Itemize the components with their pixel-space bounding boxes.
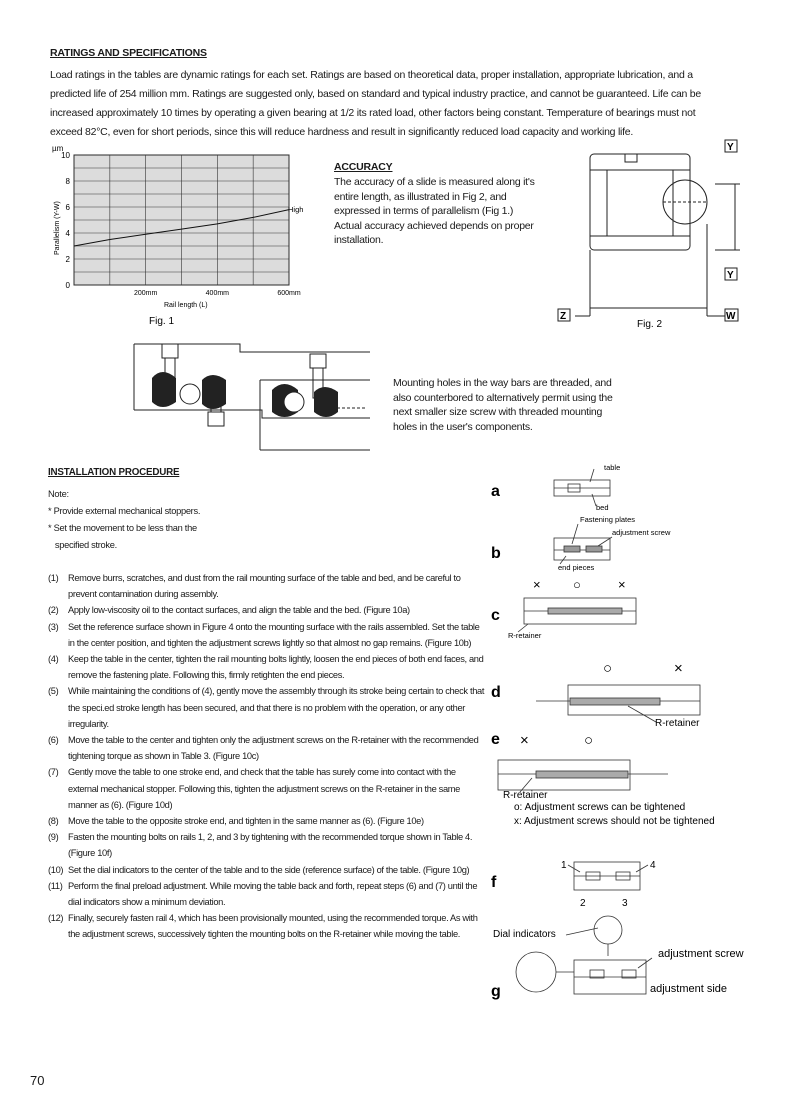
fig10c-retainer: R-retainer <box>508 631 542 640</box>
fig10c-mark: × <box>533 577 541 592</box>
install-step: (1) Remove burrs, scratches, and dust from the rail mounting surface of the table and bed, and be careful to prevent contamination during assembly. <box>48 573 461 600</box>
install-step: (7) Gently move the table to one stroke end, and check that the table has surely come into contact with the external mechanical stopper. Following this, tighten the adjustment screws on the R-retainer in the same manner as (6). (Figure 10d) <box>48 767 460 810</box>
fig10c-mark: × <box>618 577 626 592</box>
fig10d-mark: ○ <box>603 660 613 677</box>
install-step: (9) Fasten the mounting bolts on rails 1, 2, and 3 by tightening with the recommended torque shown in Table 4. (Figure 10f) <box>48 832 473 859</box>
accuracy-line: entire length, as illustrated in Fig 2, and <box>334 190 507 203</box>
fig10e-mark: × <box>520 732 529 749</box>
install-step: (5) While maintaining the conditions of (4), gently move the assembly through its stroke being certain to check that the speci.ed stroke length has been secured, and that there is no problem with the operation, or any other irregularity. <box>48 686 485 729</box>
fig10g-dial-label: Dial indicators <box>493 929 556 940</box>
fig10d-mark: × <box>674 660 683 677</box>
install-step: (6) Move the table to the center and tighten only the adjustment screws on the R-retainer with the recommended tightening torque as shown in Table 3. (Figure 10c) <box>48 735 479 762</box>
fig10g-letter: g <box>491 983 501 1000</box>
ratings-paragraph <box>50 66 740 142</box>
note-title: Note: <box>48 489 69 499</box>
fig10b-fastening-label: Fastening plates <box>580 515 636 524</box>
fig1-x-tick: 600mm <box>277 290 301 297</box>
fig2-y-top: Y <box>727 142 734 153</box>
fig10g-side-label: adjustment side <box>650 983 728 995</box>
fig10g-drawing <box>516 916 652 994</box>
install-step: (3) Set the reference surface shown in Figure 4 onto the mounting surface with the rails assembled. Set the table in the center position, and tighten the adjustment screws lightly so that almost no gap remains. (Figure 10b) <box>48 621 480 648</box>
fig10e-letter: e <box>491 731 500 748</box>
fig10c-mark: ○ <box>573 577 581 592</box>
fig1-y-tick: 4 <box>65 229 70 238</box>
note-item: * Provide external mechanical stoppers. <box>48 506 201 516</box>
fig2-w: W <box>726 311 736 322</box>
accuracy-line: The accuracy of a slide is measured along it's <box>334 176 535 188</box>
fig10b-adjust-label: adjustment screw <box>612 528 671 537</box>
install-step: (11) Perform the final preload adjustment. While moving the table back and forth, repeat steps (6) and (7) until the dial indicators show a minimum deviation. <box>48 880 478 908</box>
install-steps <box>48 570 488 943</box>
ratings-line: exceed 82°C, even for short periods, since this will reduce hardness and result in significantly reduced load capacity and working life. <box>50 126 634 138</box>
fig1-chart <box>44 140 319 340</box>
accuracy-line: Actual accuracy achieved depends on proper <box>334 219 534 232</box>
fig1-series-label: High <box>288 205 304 214</box>
fig2-z: Z <box>560 311 567 322</box>
fig1-y-tick: 2 <box>65 255 70 264</box>
fig1-y-ticks <box>61 151 70 290</box>
install-heading: INSTALLATION PROCEDURE <box>48 467 180 478</box>
fig2-y-bottom: Y <box>727 270 734 281</box>
install-step: (10) Set the dial indicators to the center of the table and to the side (reference surface) of the table. (Figure 10g) <box>48 864 470 875</box>
fig10b-drawing <box>554 524 612 564</box>
fig10c-letter: c <box>491 607 500 624</box>
fig10e-drawing <box>498 760 668 792</box>
fig1-caption: Fig. 1 <box>149 316 175 327</box>
mounting-line: next smaller size screw with threaded mounting <box>393 406 603 418</box>
fig10f-letter: f <box>491 874 497 891</box>
accuracy-line: installation. <box>334 234 384 246</box>
fig1-unit: µm <box>52 144 64 153</box>
fig10-legend-x: x: Adjustment screws should not be tightened <box>514 816 715 827</box>
mounting-paragraph <box>393 376 633 434</box>
fig10a-drawing <box>554 469 610 506</box>
fig10f-n4: 4 <box>650 860 656 871</box>
fig10d-drawing <box>536 685 700 722</box>
ratings-heading: RATINGS AND SPECIFICATIONS <box>50 47 207 59</box>
fig10-legend-o: o: Adjustment screws can be tightened <box>514 802 686 813</box>
install-step: (4) Keep the table in the center, tighten the rail mounting bolts lightly, loosen the end pieces of both end faces, and remove the fastening plate. Following this, firmly retighten the end pieces. <box>48 654 484 681</box>
note-item: specified stroke. <box>48 540 117 550</box>
fig10d-retainer: R-retainer <box>655 718 700 729</box>
fig10a-letter: a <box>491 483 500 500</box>
mounting-drawing <box>132 340 372 460</box>
fig2-drawing <box>555 136 755 336</box>
fig10f-n1: 1 <box>561 860 567 871</box>
fig1-xlabel: Rail length (L) <box>164 302 208 309</box>
fig1-y-tick: 0 <box>65 281 70 290</box>
fig10g-adjust-label: adjustment screw <box>658 948 744 960</box>
fig1-x-ticks <box>134 290 301 297</box>
accuracy-heading: ACCURACY <box>334 161 393 173</box>
ratings-line: Load ratings in the tables are dynamic ratings for each set. Ratings are based on theoretical data, proper installation, appropriate lubrication, and a <box>50 69 693 81</box>
fig10f-n3: 3 <box>622 898 628 909</box>
ratings-line: predicted life of 254 million mm. Ratings are suggested only, based on standard and typical industry practice, and cannot be guaranteed. Life can be <box>50 88 701 100</box>
install-step: (12) Finally, securely fasten rail 4, which has been provisionally mounted, using the recommended torque. As with the adjustment screws, successively tighten the mounting bolts on the R-retainer while moving the table. <box>48 913 478 940</box>
accuracy-line: expressed in terms of parallelism (Fig 1.) <box>334 205 514 217</box>
fig10a-bed-label: bed <box>596 503 609 512</box>
figure-10-panel <box>488 460 780 1035</box>
fig1-y-tick: 10 <box>61 151 70 160</box>
fig10b-letter: b <box>491 545 501 562</box>
mounting-line: holes in the user's components. <box>393 420 533 433</box>
note-item: * Set the movement to be less than the <box>48 523 197 533</box>
fig10e-mark: ○ <box>584 732 594 749</box>
fig1-y-tick: 8 <box>65 177 70 186</box>
fig10b-end-label: end pieces <box>558 563 595 572</box>
fig1-ylabel: Parallelism (Y-W) <box>54 201 61 255</box>
fig10e-retainer: R-retainer <box>503 790 548 801</box>
page-number: 70 <box>30 1073 45 1088</box>
fig10f-drawing <box>568 862 648 890</box>
install-step: (2) Apply low-viscosity oil to the contact surfaces, and align the table and the bed. (Figure 10a) <box>48 605 410 616</box>
mounting-line: Mounting holes in the way bars are threaded, and <box>393 377 612 389</box>
accuracy-paragraph <box>334 175 559 248</box>
fig1-y-tick: 6 <box>65 203 70 212</box>
fig10f-n2: 2 <box>580 898 586 909</box>
fig2-caption: Fig. 2 <box>637 319 663 330</box>
ratings-line: increased approximately 10 times by operating a given bearing at 1/2 its rated load, other factors being constant. Temperature of bearings must not <box>50 107 696 119</box>
fig10c-drawing <box>518 598 636 632</box>
install-notes <box>48 486 200 554</box>
fig10d-letter: d <box>491 684 501 701</box>
fig10a-table-label: table <box>604 463 621 472</box>
fig1-x-tick: 400mm <box>205 290 230 297</box>
install-step: (8) Move the table to the opposite stroke end, and tighten in the same manner as (6). (Figure 10e) <box>48 816 424 827</box>
mounting-line: also counterbored to alternatively permit using the <box>393 391 613 404</box>
fig1-x-tick: 200mm <box>133 290 158 297</box>
